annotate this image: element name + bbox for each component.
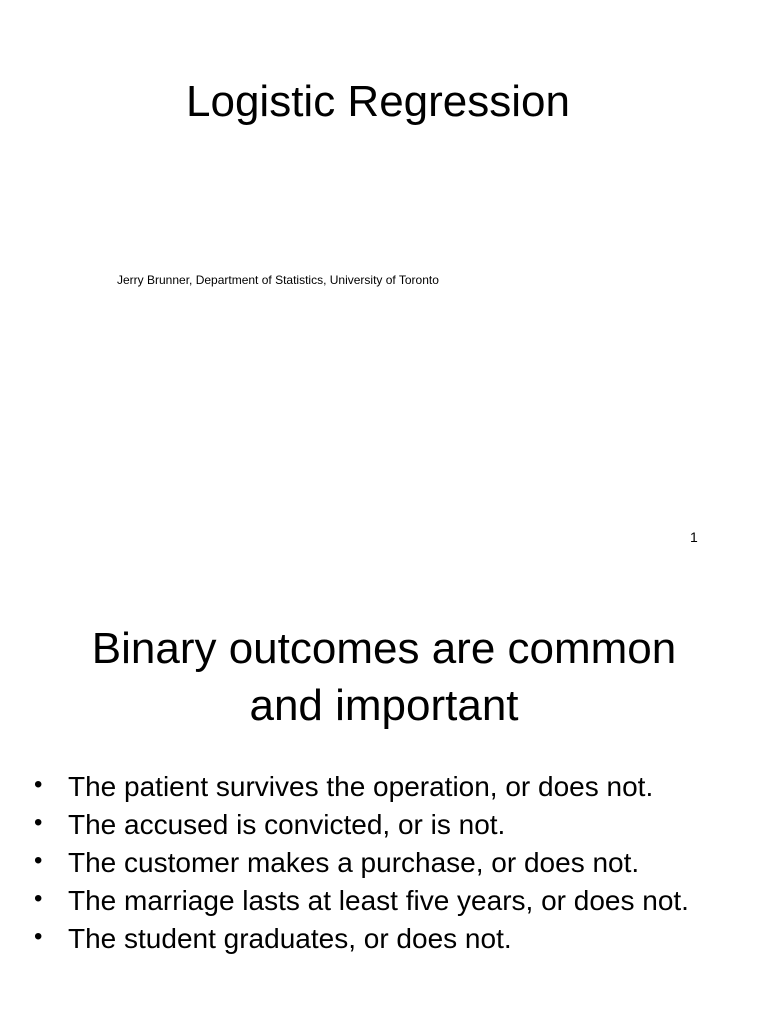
- slide-title-line-2: and important: [249, 681, 519, 730]
- slide-title-line-1: Binary outcomes are common: [91, 624, 677, 673]
- bullet-item: [34, 768, 689, 806]
- bullet-icon: •: [34, 809, 43, 836]
- bullet-item: [34, 920, 689, 958]
- slide-title: Logistic Regression: [186, 77, 570, 126]
- bullet-text: The student graduates, or does not.: [68, 923, 512, 954]
- bullet-text: The patient survives the operation, or does not.: [68, 771, 654, 802]
- bullet-icon: •: [34, 923, 43, 950]
- bullet-text: The customer makes a purchase, or does not.: [68, 847, 640, 878]
- bullet-icon: •: [34, 847, 43, 874]
- bullet-list: [34, 768, 689, 958]
- slide-title: [0, 620, 768, 734]
- bullet-text: The marriage lasts at least five years, or does not.: [68, 885, 689, 916]
- slide-2: [0, 576, 768, 1024]
- bullet-icon: •: [34, 771, 43, 798]
- page-number: 1: [690, 529, 698, 545]
- bullet-item: [34, 844, 689, 882]
- author-line: Jerry Brunner, Department of Statistics, University of Toronto: [117, 273, 439, 287]
- bullet-text: The accused is convicted, or is not.: [68, 809, 506, 840]
- bullet-icon: •: [34, 885, 43, 912]
- bullet-item: [34, 806, 689, 844]
- bullet-item: [34, 882, 689, 920]
